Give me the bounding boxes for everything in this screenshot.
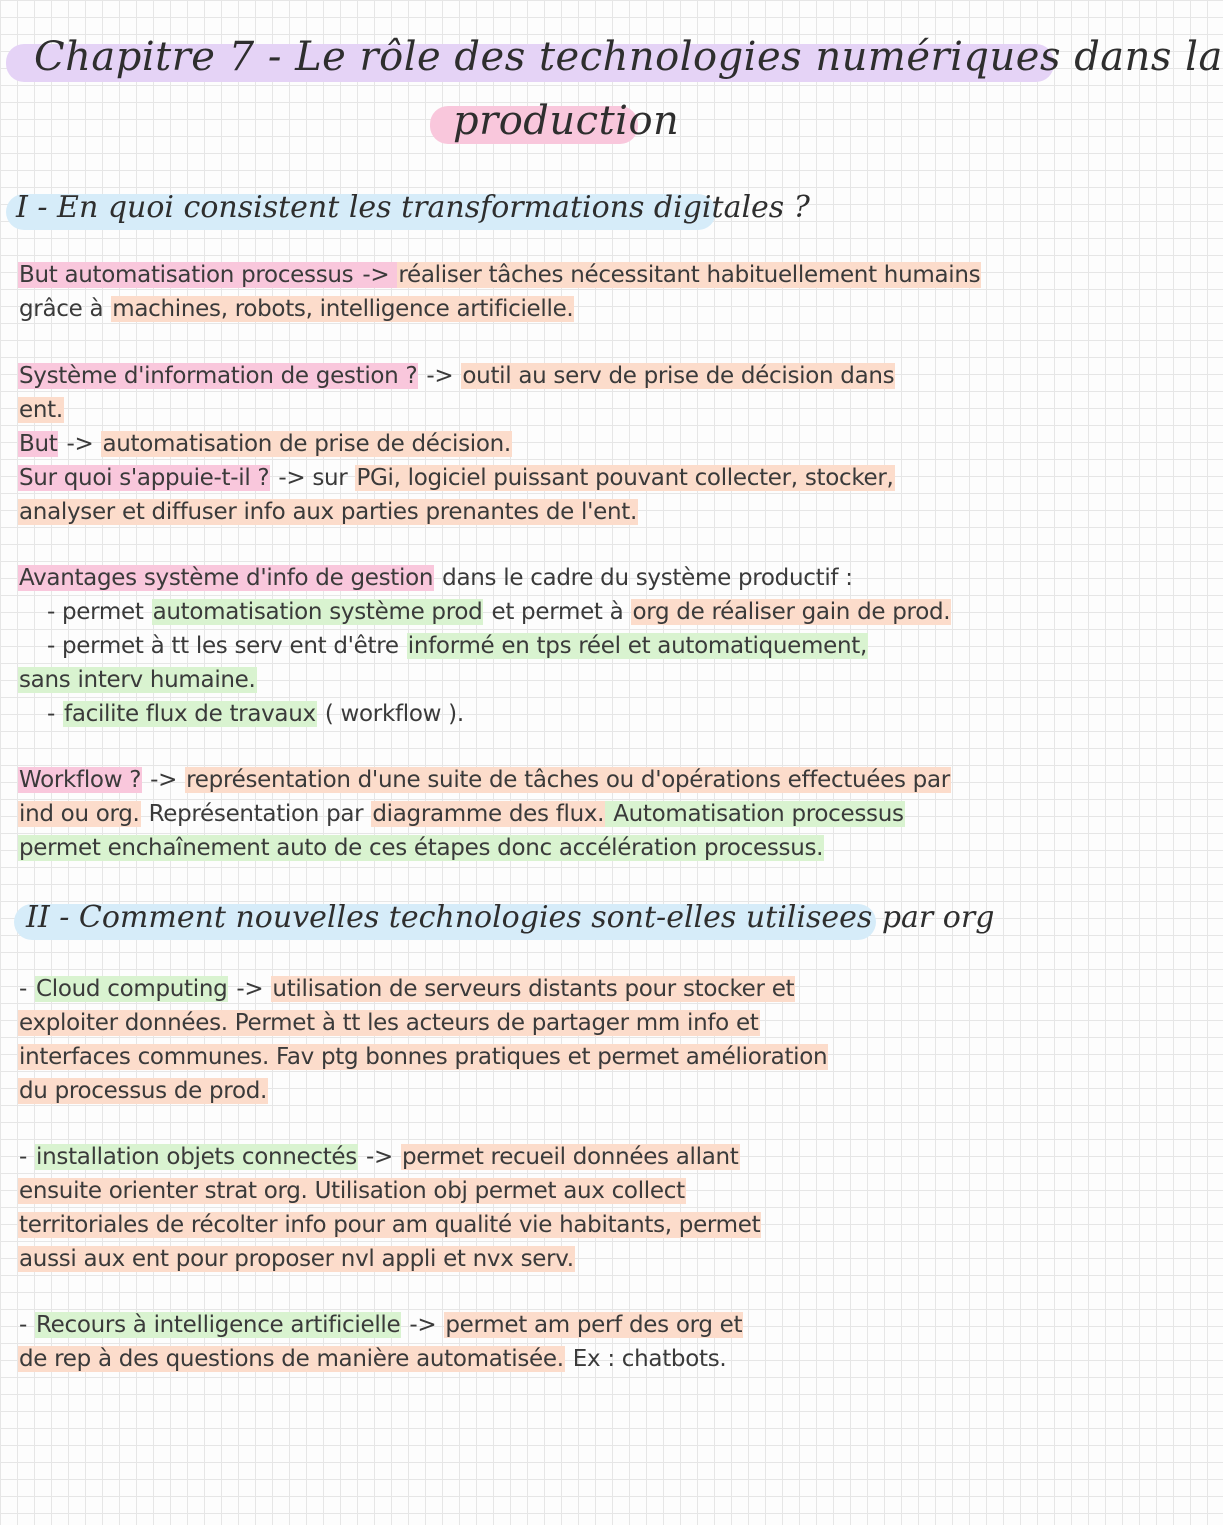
paragraph-automatisation: But automatisation processus -> réaliser tâches nécessitant habituellement humains grâce à machines, robots, intelligence artificielle. (19, 262, 981, 322)
paragraph-cloud-computing: - Cloud computing -> utilisation de serveurs distants pour stocker et exploiter données. Permet à tt les acteurs de partager mm info et interfaces communes. Fav ptg bonnes pratiques et permet amélioration du processus de prod. (19, 976, 828, 1104)
paragraph-systeme-information: Système d'information de gestion ? -> outil au serv de prise de décision dans ent. But -> automatisation de prise de décision. Sur quoi s'appuie-t-il ? -> sur PGi, logiciel puissant pouvant collecter, stocker, analyser et diffuser info aux parties prenantes de l'ent. (19, 363, 895, 525)
paragraph-workflow: Workflow ? -> représentation d'une suite de tâches ou d'opérations effectuées par ind ou org. Représentation par diagramme des flux. Automatisation processus permet enchaînement auto de ces étapes donc accélération processus. (19, 767, 950, 861)
paragraph-avantages: Avantages système d'info de gestion dans le cadre du système productif : - permet automatisation système prod et permet à org de réaliser gain de prod. - permet à tt les serv ent d'être informé en tps réel et automatiquement, sans interv humaine. - facilite flux de travaux ( workflow ). (19, 565, 951, 727)
page-title-line-2: production (453, 98, 680, 144)
section-1-heading: I - En quoi consistent les transformations digitales ? (16, 190, 810, 225)
paragraph-objets-connectes: - installation objets connectés -> permet recueil données allant ensuite orienter strat org. Utilisation obj permet aux collect territoriales de récolter info pour am qualité vie habitants, permet aussi aux ent pour proposer nvl appli et nvx serv. (19, 1144, 761, 1272)
page-title-line-1: Chapitre 7 - Le rôle des technologies numériques dans la (34, 34, 1223, 80)
paragraph-intelligence-artificielle: - Recours à intelligence artificielle -> permet am perf des org et de rep à des questions de manière automatisée. Ex : chatbots. (19, 1312, 743, 1372)
section-2-heading: II - Comment nouvelles technologies sont-elles utilisees par org (26, 900, 995, 935)
